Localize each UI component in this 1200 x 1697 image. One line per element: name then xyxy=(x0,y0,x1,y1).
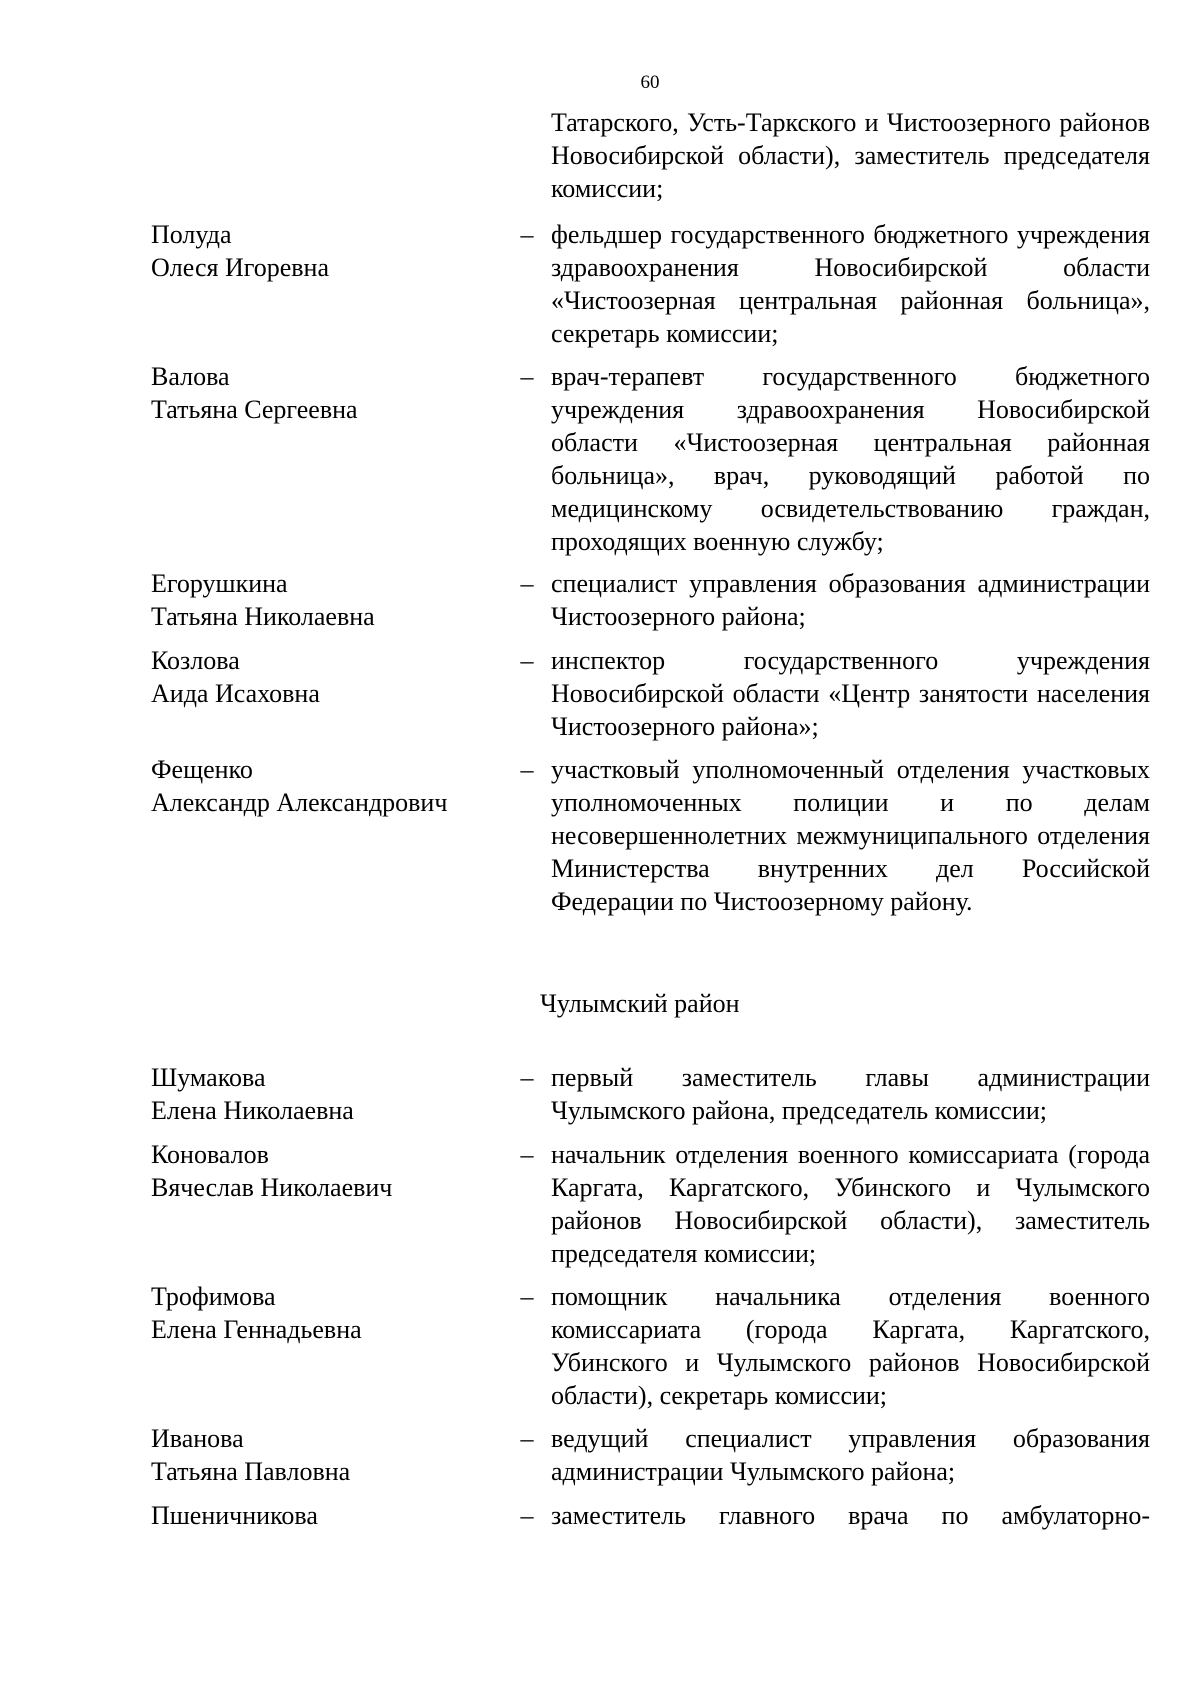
member-surname: Фещенко xyxy=(151,755,253,784)
dash-separator: – xyxy=(520,646,534,675)
member-given-names: Татьяна Сергеевна xyxy=(151,395,358,424)
member-name xyxy=(151,218,521,284)
member-name xyxy=(151,1422,521,1488)
member-role: ведущий специалист управления образования администрации Чулымского района; xyxy=(551,1424,1150,1486)
member-role: врач-терапевт государственного бюджетного учреждения здравоохранения Новосибирской области «Чистоозерная центральная районная больница», врач, руководящий работой по медицинскому освидетельствованию граждан, проходящих военную службу; xyxy=(551,362,1150,556)
member-given-names: Вячеслав Николаевич xyxy=(151,1173,393,1202)
member-surname: Пшеничникова xyxy=(151,1501,318,1530)
page-number: 60 xyxy=(640,72,660,93)
member-surname: Полуда xyxy=(151,220,232,249)
member-name xyxy=(151,567,521,633)
member-name xyxy=(151,1138,521,1204)
member-given-names: Аида Исаховна xyxy=(151,679,320,708)
member-role: помощник начальника отделения военного комиссариата (города Каргата, Каргатского, Убинского и Чулымского районов Новосибирской области), секретарь комиссии; xyxy=(551,1282,1150,1410)
member-name xyxy=(151,1499,521,1532)
dash-separator: – xyxy=(520,1501,534,1530)
member-surname: Валова xyxy=(151,362,230,391)
member-name xyxy=(151,1280,521,1346)
member-given-names: Татьяна Николаевна xyxy=(151,602,375,631)
member-surname: Егорушкина xyxy=(151,569,288,598)
member-role: фельдшер государственного бюджетного учреждения здравоохранения Новосибирской области «Чистоозерная центральная районная больница», секретарь комиссии; xyxy=(551,220,1150,348)
member-given-names: Татьяна Павловна xyxy=(151,1457,351,1486)
dash-separator: – xyxy=(520,1063,534,1092)
member-surname: Коновалов xyxy=(151,1140,269,1169)
member-role: заместитель главного врача по амбулаторно- xyxy=(551,1501,1150,1530)
member-role: участковый уполномоченный отделения участковых уполномоченных полиции и по делам несовершеннолетних межмуниципального отделения Министерства внутренних дел Российской Федерации по Чистоозерному району. xyxy=(551,755,1150,916)
dash-separator: – xyxy=(520,220,534,249)
member-surname: Козлова xyxy=(151,646,240,675)
member-surname: Шумакова xyxy=(151,1063,266,1092)
member-name xyxy=(151,1061,521,1127)
section-title: Чулымский район xyxy=(540,989,740,1018)
member-role: первый заместитель главы администрации Чулымского района, председатель комиссии; xyxy=(551,1063,1150,1125)
continued-role-text: Татарского, Усть-Таркского и Чистоозерного районов Новосибирской области), заместитель председателя комиссии; xyxy=(551,108,1150,203)
member-role: инспектор государственного учреждения Новосибирской области «Центр занятости населения Чистоозерного района»; xyxy=(551,646,1150,741)
dash-separator: – xyxy=(520,569,534,598)
dash-separator: – xyxy=(520,1424,534,1453)
dash-separator: – xyxy=(520,362,534,391)
member-surname: Трофимова xyxy=(151,1282,276,1311)
member-role: специалист управления образования администрации Чистоозерного района; xyxy=(551,569,1150,631)
member-given-names: Елена Геннадьевна xyxy=(151,1315,362,1344)
member-role: начальник отделения военного комиссариата (города Каргата, Каргатского, Убинского и Чулымского районов Новосибирской области), заместитель председателя комиссии; xyxy=(551,1140,1150,1268)
dash-separator: – xyxy=(520,1140,534,1169)
member-given-names: Елена Николаевна xyxy=(151,1096,354,1125)
member-given-names: Олеся Игоревна xyxy=(151,253,330,282)
member-given-names: Александр Александрович xyxy=(151,788,448,817)
dash-separator: – xyxy=(520,1282,534,1311)
member-name xyxy=(151,753,521,819)
member-name xyxy=(151,644,521,710)
dash-separator: – xyxy=(520,755,534,784)
member-surname: Иванова xyxy=(151,1424,244,1453)
member-name xyxy=(151,360,521,426)
